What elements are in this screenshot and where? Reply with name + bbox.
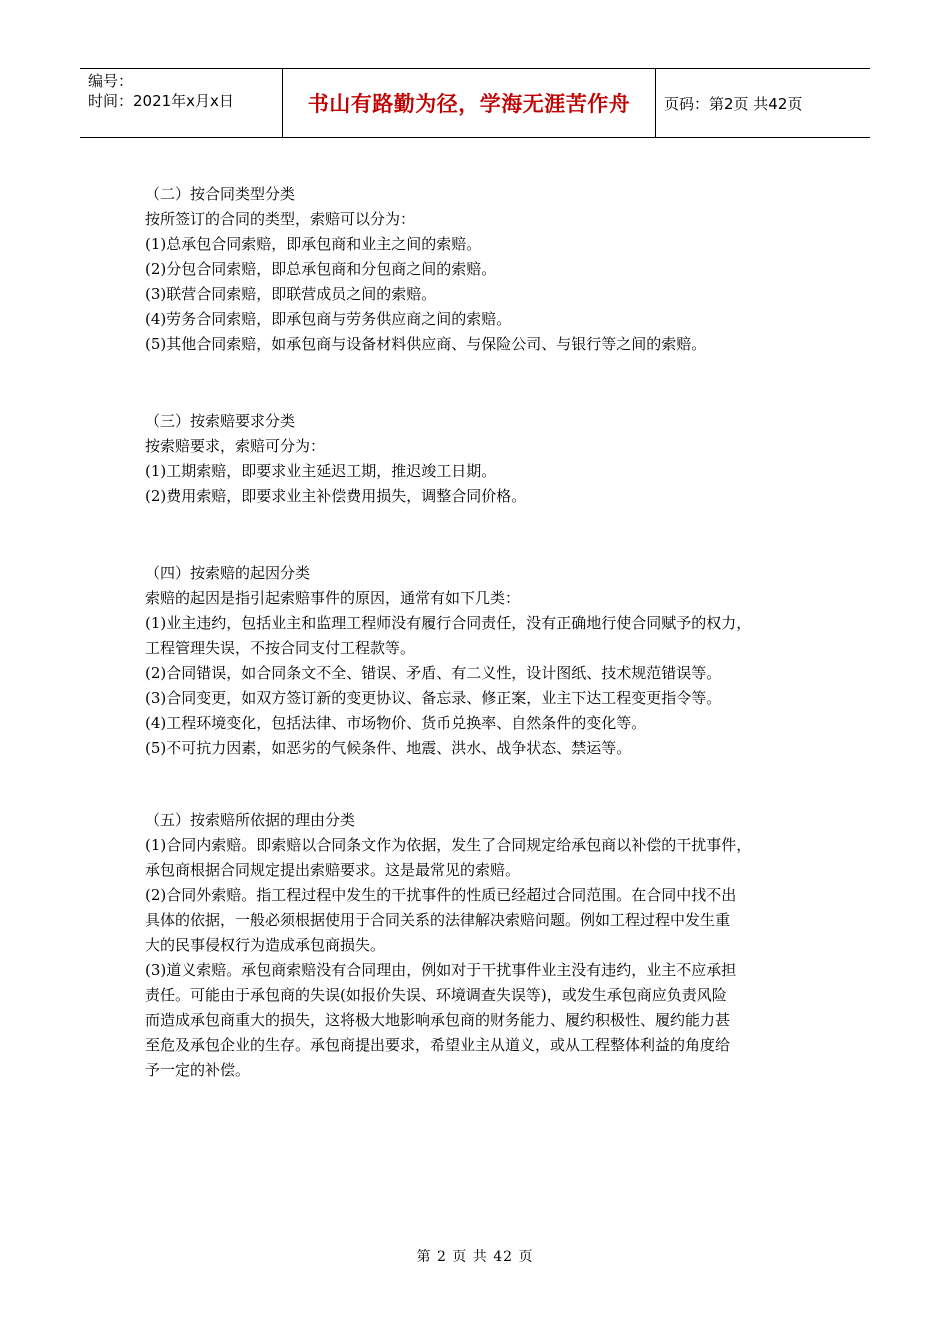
paragraph-line: (4)工程环境变化，包括法律、市场物价、货币兑换率、自然条件的变化等。 [145,714,647,732]
paragraph-line: (2)分包合同索赔，即总承包商和分包商之间的索赔。 [145,260,497,278]
paragraph-line: (2)合同外索赔。指工程过程中发生的干扰事件的性质已经超过合同范围。在合同中找不出 [145,886,737,904]
document-time-label: 时间：2021年x月x日 [88,92,234,110]
paragraph-line: (5)其他合同索赔，如承包商与设备材料供应商、与保险公司、与银行等之间的索赔。 [145,335,707,353]
page-header [80,68,870,138]
section-claim-basis [145,808,825,1083]
page-footer-number: 第 2 页 共 42 页 [416,1249,534,1265]
section-title: （二）按合同类型分类 [145,185,296,203]
paragraph-line: (2)费用索赔，即要求业主补偿费用损失，调整合同价格。 [145,487,527,505]
paragraph-line: 按所签订的合同的类型，索赔可以分为： [145,210,416,228]
header-meta [80,69,282,137]
header-page-label: 页码：第2页 共42页 [664,94,803,113]
section-claim-cause [145,561,825,761]
paragraph-line: 予一定的补偿。 [145,1061,251,1079]
section-title: （四）按索赔的起因分类 [145,564,311,582]
section-contract-type [145,182,825,357]
paragraph-line: 而造成承包商重大的损失，这将极大地影响承包商的财务能力、履约积极性、履约能力甚 [145,1011,731,1029]
paragraph-line: 至危及承包企业的生存。承包商提出要求，希望业主从道义，或从工程整体利益的角度给 [145,1036,731,1054]
paragraph-line: (3)道义索赔。承包商索赔没有合同理由，例如对于干扰事件业主没有违约，业主不应承担 [145,961,737,979]
paragraph-line: (5)不可抗力因素，如恶劣的气候条件、地震、洪水、战争状态、禁运等。 [145,739,632,757]
paragraph-line: 承包商根据合同规定提出索赔要求。这是最常见的索赔。 [145,861,521,879]
section-title: （三）按索赔要求分类 [145,412,296,430]
paragraph-line: (1)业主违约，包括业主和监理工程师没有履行合同责任，没有正确地行使合同赋予的权力， [145,614,752,632]
paragraph-line: (3)联营合同索赔，即联营成员之间的索赔。 [145,285,437,303]
paragraph-line: (4)劳务合同索赔，即承包商与劳务供应商之间的索赔。 [145,310,512,328]
document-body [145,182,825,1135]
document-number-label: 编号： [88,72,134,90]
paragraph-line: 责任。可能由于承包商的失误(如报价失误、环境调查失误等)，或发生承包商应负责风险 [145,986,727,1004]
paragraph-line: (2)合同错误，如合同条文不全、错误、矛盾、有二义性，设计图纸、技术规范错误等。 [145,664,722,682]
section-title: （五）按索赔所依据的理由分类 [145,811,356,829]
paragraph-line: 大的民事侵权行为造成承包商损失。 [145,936,386,954]
paragraph-line: 具体的依据，一般必须根据使用于合同关系的法律解决索赔问题。例如工程过程中发生重 [145,911,731,929]
header-motto: 书山有路勤为径，学海无涯苦作舟 [282,69,656,137]
paragraph-line: (1)总承包合同索赔，即承包商和业主之间的索赔。 [145,235,482,253]
paragraph-line: (3)合同变更，如双方签订新的变更协议、备忘录、修正案，业主下达工程变更指令等。 [145,689,722,707]
paragraph-line: 按索赔要求，索赔可分为： [145,437,326,455]
paragraph-line: (1)工期索赔，即要求业主延迟工期，推迟竣工日期。 [145,462,497,480]
paragraph-line: 索赔的起因是指引起索赔事件的原因，通常有如下几类： [145,589,521,607]
paragraph-line: (1)合同内索赔。即索赔以合同条文作为依据，发生了合同规定给承包商以补偿的干扰事件， [145,836,752,854]
section-claim-requirement [145,409,825,509]
paragraph-line: 工程管理失误，不按合同支付工程款等。 [145,639,416,657]
